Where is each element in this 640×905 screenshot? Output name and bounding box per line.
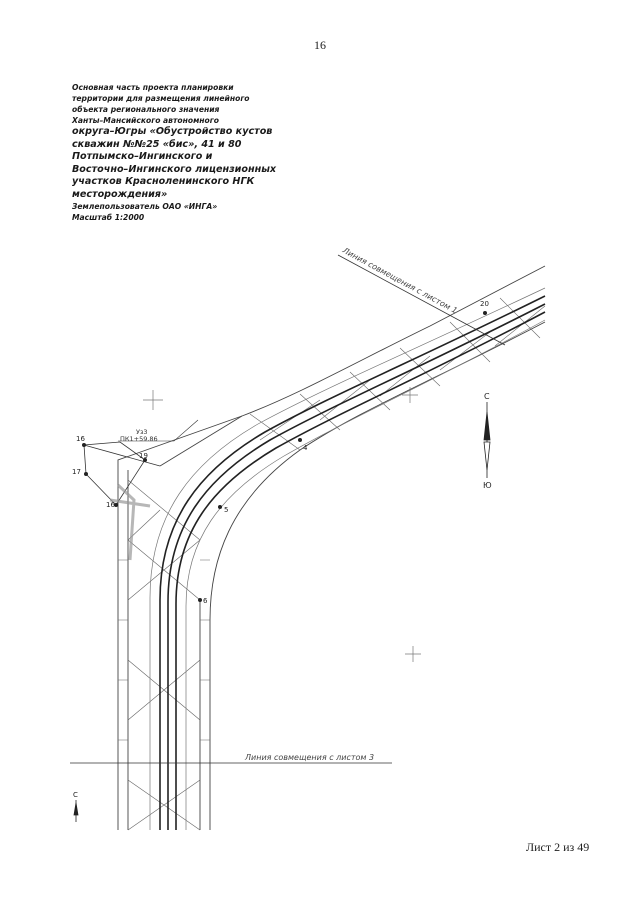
north-arrow-small (74, 800, 78, 822)
sheet-footer: Лист 2 из 49 (526, 840, 590, 854)
title-line: Основная часть проекта планировки (72, 83, 234, 92)
north-letter-small: С (73, 791, 78, 799)
title-line: территории для размещения линейного (72, 94, 250, 103)
parcel-outline (84, 442, 160, 505)
survey-point (82, 443, 86, 447)
title-line: участков Красноленинского НГК (72, 176, 255, 187)
title-line: Восточно–Ингинского лицензионных (72, 163, 277, 175)
parcel-grey-lines (110, 485, 150, 560)
page-number: 16 (314, 38, 326, 52)
match-lines (70, 255, 505, 763)
point-label: 16 (106, 501, 115, 509)
title-line: Потпымско–Ингинского и (72, 151, 213, 162)
title-line: Ханты–Мансийского автономного (72, 116, 219, 125)
node-label-uz3: Уз3 (136, 428, 148, 436)
point-label: 17 (72, 468, 81, 476)
pipeline-track (160, 296, 545, 830)
title-line: Масштаб 1:2000 (72, 213, 145, 222)
corridor-hatching (118, 298, 545, 830)
point-label: 6 (203, 597, 208, 605)
south-letter: Ю (483, 481, 492, 490)
title-line: месторождения» (72, 188, 168, 200)
survey-point (84, 472, 88, 476)
survey-point (198, 598, 202, 602)
survey-point (298, 438, 302, 442)
node-callout (118, 420, 198, 443)
survey-point (218, 505, 222, 509)
title-line: округа–Югры «Обустройство кустов (72, 126, 273, 137)
match-line-sheet1-label: Линия совмещения с листом 1 (341, 245, 459, 316)
point-label: 4 (303, 444, 308, 452)
title-line: объекта регионального значения (72, 105, 220, 114)
point-label: 20 (480, 300, 489, 308)
node-label-pk: ПК1+59.86 (120, 435, 158, 443)
point-label: 19 (139, 452, 148, 460)
north-arrow (484, 402, 490, 478)
survey-point (483, 311, 487, 315)
title-line: Землепользователь ОАО «ИНГА» (72, 202, 218, 211)
track-edge (150, 288, 545, 830)
title-line: скважин №№25 «бис», 41 и 80 (72, 138, 242, 150)
corridor-boundary (118, 266, 545, 830)
match-line-sheet3-label: Линия совмещения с листом 3 (245, 753, 375, 762)
north-letter: С (484, 392, 490, 401)
point-label: 5 (224, 506, 229, 514)
point-label: 16 (76, 435, 85, 443)
